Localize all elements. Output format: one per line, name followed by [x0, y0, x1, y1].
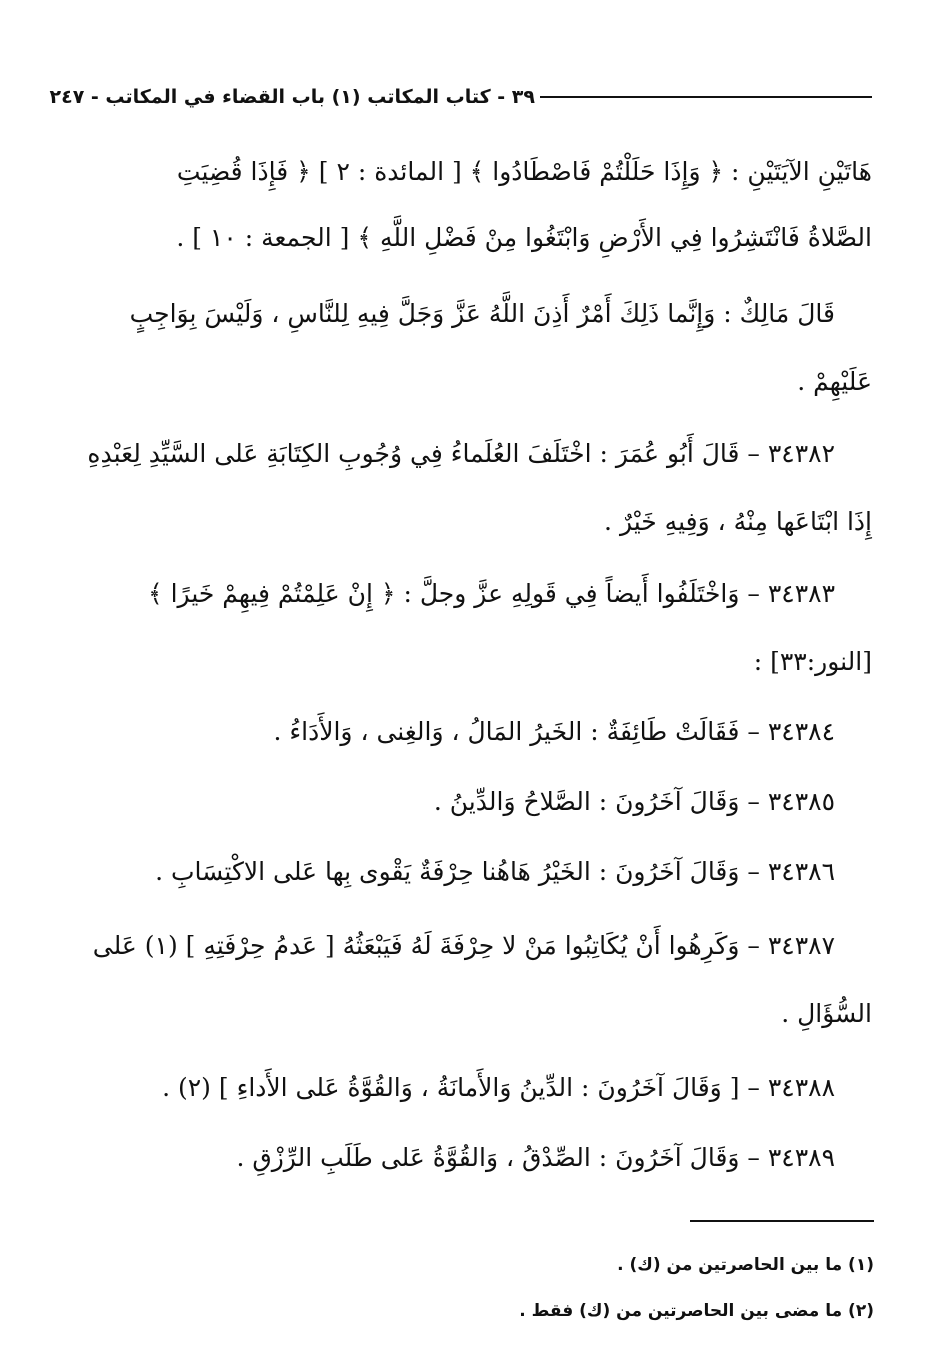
body-line: قَالَ مَالِكٌ : وَإِنَّما ذَلِكَ أَمْرٌ أَذِنَ اللَّهُ عَزَّ وَجَلَّ فِيهِ لِلنَّاسِ ، وَلَيْسَ بِوَاجِبٍ — [129, 299, 835, 328]
paragraph-34389: ٣٤٣٨٩ – وَقَالَ آخَرُونَ : الصِّدْقُ ، وَالقُوَّةُ عَلى طَلَبِ الرِّزْقِ . — [236, 1143, 835, 1172]
paragraph-34387: ٣٤٣٨٧ – وَكَرِهُوا أَنْ يُكَاتِبُوا مَنْ لا حِرْفَةَ لَهُ فَيَبْعَثُهُ [ عَدمُ حِرْفَتِهِ ] (١) عَلى — [92, 931, 835, 960]
body-line: الصَّلاةُ فَانْتَشِرُوا فِي الأَرْضِ وَابْتَغُوا مِنْ فَضْلِ اللَّهِ ﴾ [ الجمعة : ١٠ ] . — [176, 223, 872, 252]
paragraph-34386: ٣٤٣٨٦ – وَقَالَ آخَرُونَ : الخَيْرُ هَاهُنا حِرْفَةٌ يَقْوى بِها عَلى الاكْتِسَابِ . — [155, 857, 835, 886]
paragraph-34388: ٣٤٣٨٨ – [ وَقَالَ آخَرُونَ : الدِّينُ وَالأَمانَةُ ، وَالقُوَّةُ عَلى الأَداءِ ] (٢) . — [162, 1073, 835, 1102]
paragraph-34383: ٣٤٣٨٣ – وَاخْتَلَفُوا أَيضاً فِي قَولِهِ عزَّ وجلَّ : ﴿ إِنْ عَلِمْتُمْ فِيهِمْ خَيرًا ﴾ — [148, 579, 835, 608]
footnote-1: (١) ما بين الحاصرتين من (ك) . — [617, 1255, 874, 1275]
paragraph-34385: ٣٤٣٨٥ – وَقَالَ آخَرُونَ : الصَّلاحُ وَالدِّينُ . — [433, 787, 835, 816]
paragraph-34384: ٣٤٣٨٤ – فَقَالَتْ طَائِفَةٌ : الخَيرُ المَالُ ، وَالغِنى ، وَالأَدَاءُ . — [273, 717, 835, 746]
body-line: عَلَيْهِمْ . — [797, 367, 872, 396]
running-header: ٣٩ - كتاب المكاتب (١) باب القضاء في المكاتب - ٢٤٧ — [49, 86, 535, 108]
body-line: [النور:٣٣] : — [753, 647, 872, 676]
body-line: السُّؤَالِ . — [781, 999, 872, 1028]
paragraph-34382: ٣٤٣٨٢ – قَالَ أَبُو عُمَرَ : اخْتَلَفَ العُلَماءُ فِي وُجُوبِ الكِتَابَةِ عَلى السَّيِّدِ لِعَبْدِهِ — [87, 439, 835, 468]
footnote-2: (٢) ما مضى بين الحاصرتين من (ك) فقط . — [519, 1301, 874, 1321]
footnote-rule — [690, 1220, 874, 1222]
body-line: إِذَا ابْتَاعَها مِنْهُ ، وَفِيهِ خَيْرٌ . — [604, 507, 872, 536]
header-rule — [540, 96, 872, 98]
body-line: هَاتَيْنِ الآيَتَيْنِ : ﴿ وَإِذَا حَلَلْتُمْ فَاصْطَادُوا ﴾ [ المائدة : ٢ ] ﴿ فَإِذَا قُضِيَتِ — [176, 157, 872, 186]
